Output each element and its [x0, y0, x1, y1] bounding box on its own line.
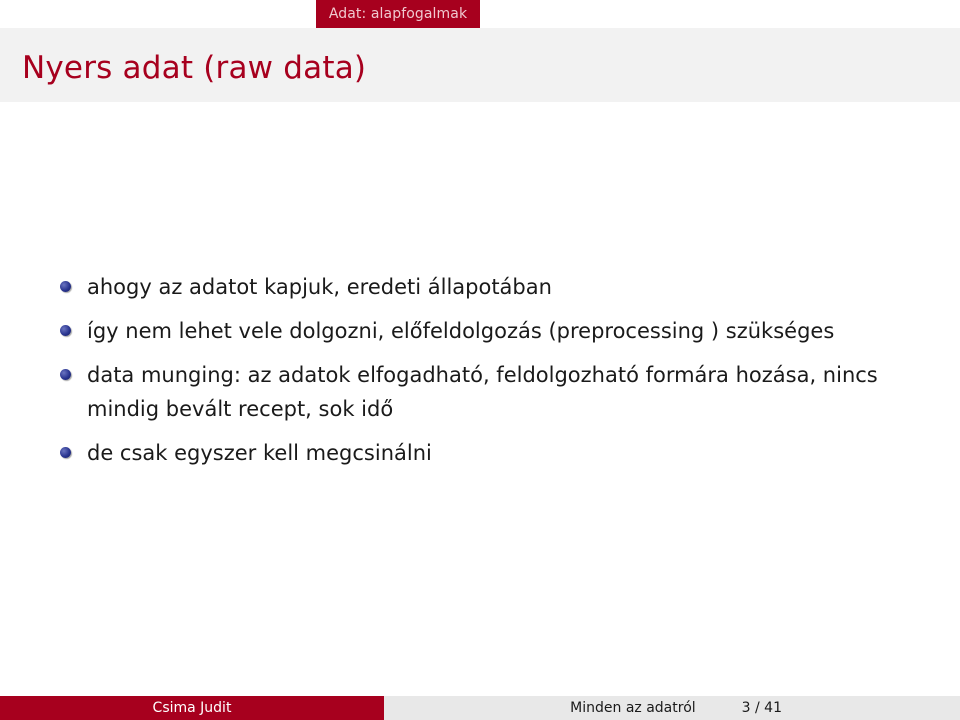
title-band — [0, 28, 960, 102]
section-tab[interactable] — [316, 0, 480, 28]
bullet-item — [60, 358, 940, 426]
bullet-text: data munging: az adatok elfogadható, feldolgozható formára hozása, nincs mindig bevált recept, sok idő — [87, 363, 878, 421]
bullet-text: így nem lehet vele dolgozni, előfeldolgozás (preprocessing ) szükséges — [87, 319, 835, 343]
bullet-list — [60, 270, 940, 480]
footer-info-box — [384, 696, 960, 720]
bullet-text: de csak egyszer kell megcsinálni — [87, 441, 432, 465]
header-spacer-right — [480, 0, 960, 28]
footer-author-box — [0, 696, 384, 720]
header-spacer-left — [0, 0, 316, 28]
section-label: Adat: alapfogalmak — [328, 6, 468, 22]
bullet-item — [60, 270, 940, 304]
bullet-ball-icon — [60, 325, 71, 336]
slide-title: Nyers adat (raw data) — [22, 50, 367, 86]
bullet-item — [60, 314, 940, 348]
bullet-ball-icon — [60, 281, 71, 292]
bullet-text: ahogy az adatot kapjuk, eredeti állapotában — [87, 275, 552, 299]
bullet-ball-icon — [60, 447, 71, 458]
footer-bar — [0, 696, 960, 720]
footer-page-number: 3 / 41 — [741, 700, 782, 716]
bullet-ball-icon — [60, 369, 71, 380]
footer-short-title: Minden az adatról — [570, 700, 696, 716]
bullet-item — [60, 436, 940, 470]
header-bar — [0, 0, 960, 28]
footer-author: Csima Judit — [152, 700, 232, 716]
